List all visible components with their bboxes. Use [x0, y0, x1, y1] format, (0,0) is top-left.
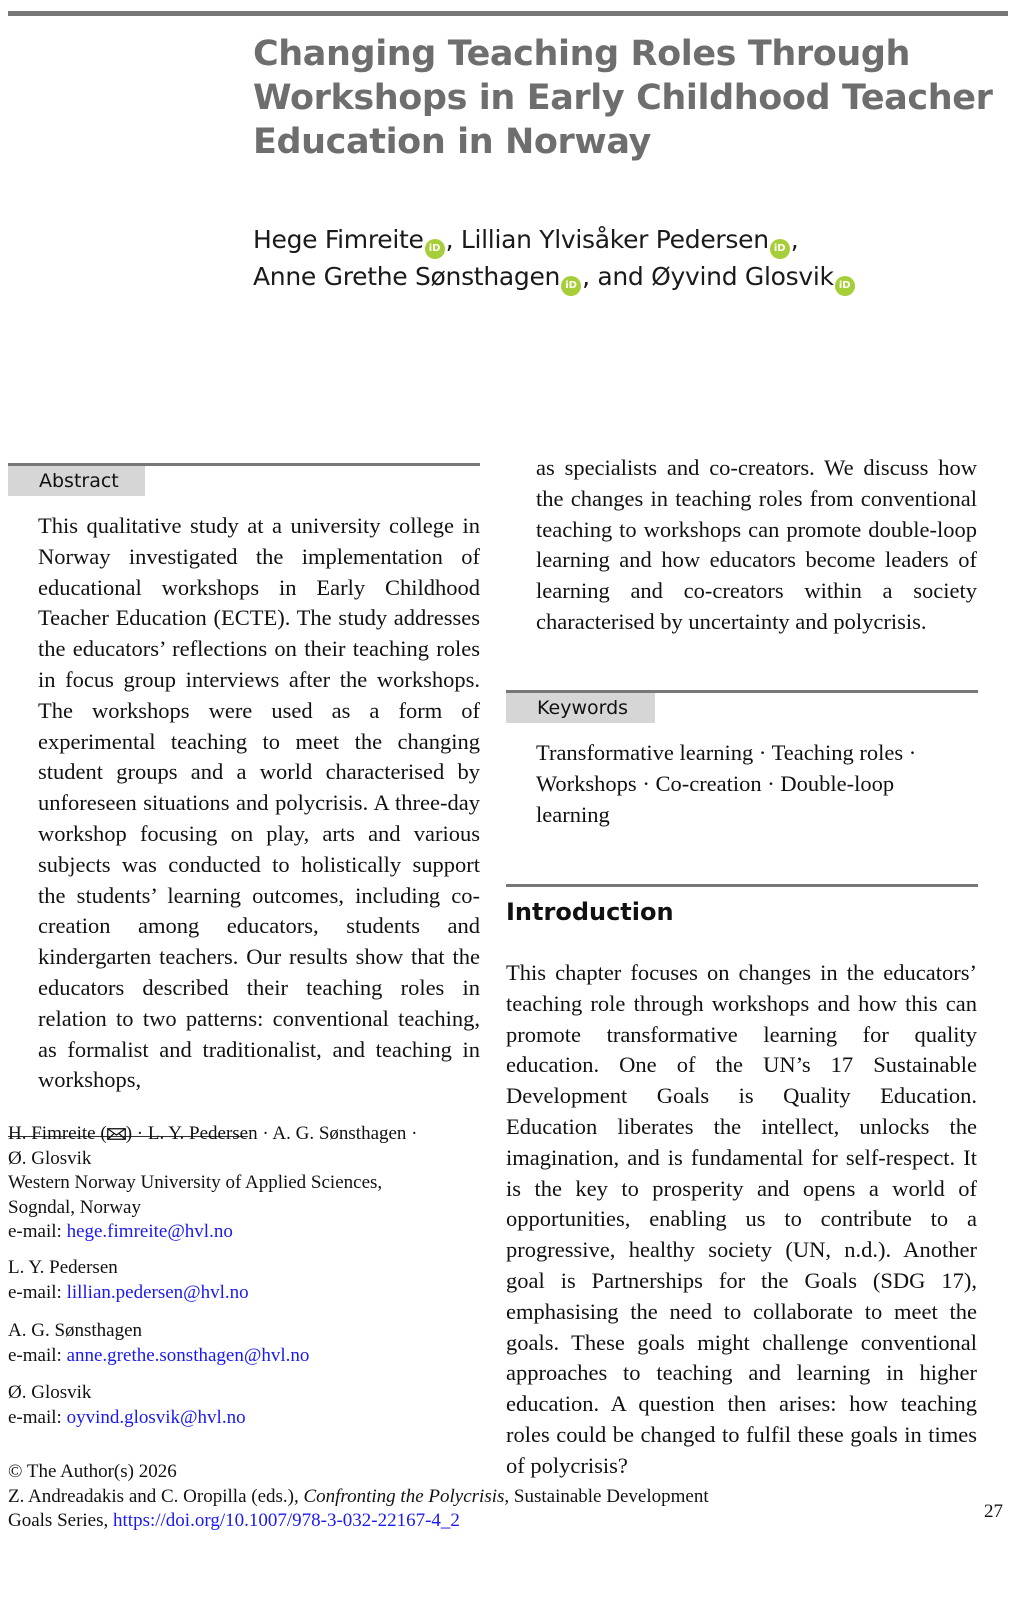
author-list: Hege Fimreite iD , Lillian Ylvisåker Pedersen iD , Anne Grethe Sønsthagen iD , and Øyvind Glosvik iD	[253, 222, 1013, 296]
introduction-rule	[506, 884, 978, 887]
citation-line: Z. Andreadakis and C. Oropilla (eds.), Confronting the Polycrisis, Sustainable Development	[8, 1486, 709, 1507]
keyword: Co-creation	[655, 770, 762, 796]
keyword-separator: ·	[636, 770, 656, 796]
author-conjunction: , and	[582, 262, 652, 291]
author-name: Øyvind Glosvik	[651, 262, 834, 291]
orcid-icon[interactable]: iD	[770, 239, 790, 259]
email-link[interactable]: hege.fimreite@hvl.no	[66, 1221, 233, 1242]
keyword: Double-loop learning	[536, 770, 895, 827]
orcid-icon[interactable]: iD	[425, 239, 445, 259]
orcid-icon[interactable]: iD	[835, 276, 855, 296]
introduction-heading: Introduction	[506, 898, 674, 926]
author-name: Lillian Ylvisåker Pedersen	[460, 225, 769, 254]
book-title: Confronting the Polycrisis	[303, 1486, 505, 1507]
doi-link[interactable]: https://doi.org/10.1007/978-3-032-22167-4_2	[113, 1510, 460, 1531]
affiliation-glosvik: Ø. Glosvik e-mail: oyvind.glosvik@hvl.no	[8, 1382, 246, 1428]
keywords-list	[536, 738, 956, 830]
introduction-text: This chapter focuses on changes in the educators’ teaching role through workshops and how this can promote transformative learning for quality education. One of the UN’s 17 Sustainable Development Goals is Quality Education. Education liberates the intellect, unlocks the imagination, and is fundamental for self-respect. It is the key to prosperity and opens a world of opportunities, enabling us to contribute to a progressive, healthy society (UN, n.d.). Another goal is Partnerships for the Goals (SDG 17), emphasising the need to collaborate to meet the goals. These goals might challenge conventional approaches to teaching and learning in higher education. A question then arises: how teaching roles could be changed to fulfil these goals in times of polycrisis?	[506, 960, 977, 1478]
top-rule	[8, 11, 1008, 16]
affiliation-main: H. Fimreite ( ) · L. Y. Pedersen · A. G. Sønsthagen · Ø. Glosvik Western Norway University of Applied Sciences, Sogndal, Norway e-mail: hege.fimreite@hvl.no	[8, 1123, 418, 1242]
keyword-separator: ·	[753, 740, 772, 765]
orcid-icon[interactable]: iD	[561, 276, 581, 296]
email-link[interactable]: anne.grethe.sonsthagen@hvl.no	[66, 1344, 310, 1366]
keyword: Transformative learning	[536, 740, 754, 765]
envelope-icon	[107, 1128, 126, 1140]
keyword: Workshops	[536, 770, 637, 796]
affiliation-sonsthagen: A. G. Sønsthagen e-mail: anne.grethe.sonsthagen@hvl.no	[8, 1320, 310, 1366]
keyword-separator: ·	[761, 770, 781, 796]
author-name: Anne Grethe Sønsthagen	[253, 262, 561, 291]
keywords-label: Keywords	[506, 693, 655, 723]
chapter-title: Changing Teaching Roles Through Workshops in Early Childhood Teacher Education in Norway	[253, 34, 993, 162]
page-number: 27	[984, 1501, 1003, 1522]
author-name: Hege Fimreite	[253, 225, 424, 254]
affiliation-pedersen: L. Y. Pedersen e-mail: lillian.pedersen@hvl.no	[8, 1257, 249, 1303]
keyword-separator: ·	[903, 740, 917, 765]
abstract-text-col1: This qualitative study at a university college in Norway investigated the implementation of educational workshops in Early Childhood Teacher Education (ECTE). The study addresses the educators’ reflections on their teaching roles in focus group interviews after the workshops. The workshops were used as a form of experimental teaching to meet the changing student groups and a world characterised by unforeseen situations and polycrisis. A three-day workshop focusing on play, arts and various subjects was conducted to holistically support the students’ learning outcomes, including co-creation among educators, students and kindergarten teachers. Our results show that the educators described their teaching roles in relation to two patterns: conventional teaching, as formalist and traditionalist, and teaching in workshops,	[38, 513, 480, 1093]
doi-line: Goals Series, https://doi.org/10.1007/978-3-032-22167-4_2	[8, 1510, 460, 1531]
email-link[interactable]: oyvind.glosvik@hvl.no	[66, 1406, 246, 1428]
abstract-text-col2: as specialists and co-creators. We discuss how the changes in teaching roles from conventional teaching to workshops can promote double-loop learning and how educators become leaders of learning and co-creators within a society characterised by uncertainty and polycrisis.	[536, 455, 977, 634]
email-link[interactable]: lillian.pedersen@hvl.no	[66, 1281, 249, 1303]
keyword: Teaching roles	[771, 740, 904, 765]
abstract-label: Abstract	[8, 466, 145, 496]
copyright-line: © The Author(s) 2026	[8, 1461, 177, 1482]
